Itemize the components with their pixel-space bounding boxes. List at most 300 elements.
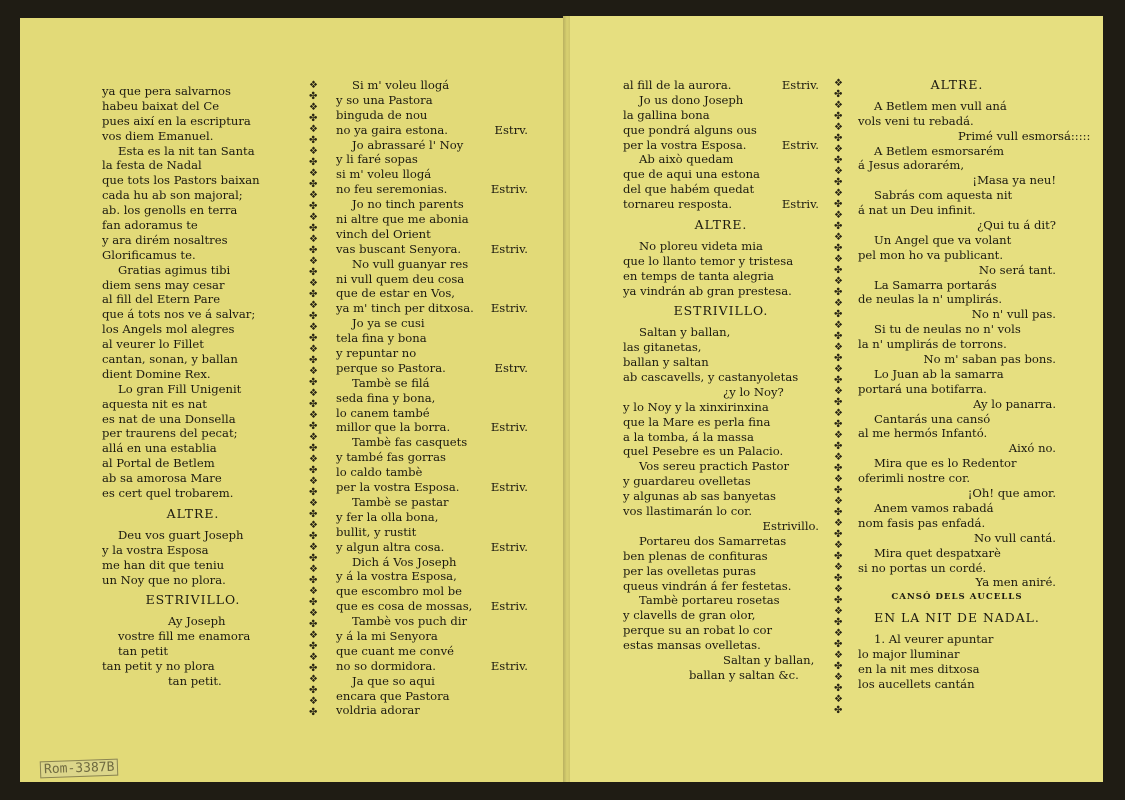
estribillo-marker: Estriv. (490, 480, 528, 495)
line-text: queus vindrán á fer festetas. (623, 578, 792, 593)
line-text: la n' umplirás de torrons. (858, 337, 1007, 352)
text-line (623, 355, 819, 370)
text-line (336, 93, 528, 108)
text-line (623, 385, 819, 400)
estribillo-marker: Estriv. (781, 137, 819, 152)
library-stamp: Rom-3387B (40, 759, 119, 779)
text-line (102, 573, 284, 588)
text-line (623, 593, 819, 608)
line-text: per traurens del pecat; (102, 426, 238, 441)
line-text: ESTRIVILLO. (145, 592, 241, 608)
column-4 (858, 72, 1091, 692)
text-line (623, 108, 819, 123)
text-line (102, 382, 284, 397)
line-text: Glorificamus te. (102, 247, 196, 262)
text-line (623, 182, 819, 197)
line-text: al veurer lo Fillet (102, 337, 204, 352)
line-text: al fill de la aurora. (623, 78, 732, 92)
line-text: lo major lluminar (858, 646, 960, 661)
line-text: y lo Noy y la xinxirinxina (623, 399, 769, 414)
line-text: á Jesus adorarém, (858, 158, 965, 173)
estribillo-marker: Estrv. (494, 360, 528, 375)
text-line (336, 272, 528, 287)
text-line (623, 167, 819, 182)
text-line (336, 465, 528, 480)
line-text: ALTRE. (694, 217, 748, 233)
text-line (858, 531, 1056, 546)
line-text: No m' saban pas bons. (923, 352, 1056, 367)
column-2 (336, 78, 528, 718)
line-text: pues així en la escriptura (102, 113, 251, 128)
text-line (336, 391, 528, 406)
text-line (336, 659, 528, 674)
line-text: y repuntar no (336, 346, 417, 361)
text-line (336, 167, 528, 182)
text-line (102, 486, 284, 501)
text-line (102, 367, 284, 382)
line-text: Ab això quedam (639, 152, 734, 167)
line-text: perque su an robat lo cor (623, 623, 773, 638)
column-3 (623, 78, 819, 683)
text-line (858, 307, 1056, 322)
column-1 (102, 84, 284, 689)
text-line (858, 128, 1091, 144)
line-text: que pondrá alguns ous (623, 122, 757, 137)
ornamental-divider-right: ❖ ✤ ❖ ✤ ❖ ✤ ❖ ✤ ❖ ✤ ❖ ✤ ❖ ✤ ❖ ✤ ❖ ✤ ❖ ✤ ❖ ✤ ❖ ✤ ❖ ✤ ❖ ✤ ❖ ✤ ❖ ✤ ❖ ✤ ❖ ✤ ❖ ✤ ❖ ✤ ❖ ✤ ❖ ✤ ❖ ✤ ❖ ✤ ❖ ✤ ❖ ✤ ❖ ✤ ❖ ✤ ❖ ✤ (834, 78, 843, 716)
text-line (858, 412, 1056, 427)
text-line (858, 647, 1056, 662)
line-text: habeu baixat del Ce (102, 98, 220, 113)
line-text: Primé vull esmorsá::::: (958, 128, 1091, 143)
text-line (102, 412, 284, 427)
text-line (858, 575, 1056, 590)
text-line (858, 561, 1056, 576)
line-text: La Samarra portarás (874, 277, 997, 292)
text-line (336, 197, 528, 212)
text-line (623, 239, 819, 254)
text-line (336, 331, 528, 346)
text-line (102, 674, 284, 689)
text-line (858, 486, 1056, 501)
text-line (858, 441, 1056, 456)
text-line (858, 218, 1056, 233)
line-text: y fer la olla bona, (336, 509, 439, 524)
text-line (336, 584, 528, 599)
line-text: Jo no tinch parents (352, 197, 464, 212)
line-text: tornareu resposta. (623, 197, 733, 212)
line-text: No vull guanyar res (352, 256, 469, 271)
text-line (623, 489, 819, 504)
line-text: que lo llanto temor y tristesa (623, 253, 794, 268)
line-text: Aixó no. (1008, 441, 1056, 456)
text-line (858, 203, 1056, 218)
line-text: binguda de nou (336, 107, 428, 122)
line-text: y so una Pastora (336, 92, 433, 107)
text-line (102, 144, 284, 159)
text-line (858, 158, 1056, 173)
text-line (623, 638, 819, 653)
text-line (336, 629, 528, 644)
line-text: per la vostra Esposa. (336, 480, 460, 495)
estribillo-marker: Estriv. (781, 78, 819, 92)
text-line (102, 218, 284, 233)
text-line (623, 444, 819, 459)
line-text: Lo Juan ab la samarra (874, 366, 1004, 381)
line-text: y ara dirém nosaltres (102, 232, 228, 247)
line-text: perque so Pastora. (336, 360, 446, 375)
text-line (102, 456, 284, 471)
estribillo-marker: Estrv. (494, 122, 528, 137)
line-text: Portareu dos Samarretas (639, 533, 787, 548)
line-text: voldria adorar (336, 703, 420, 718)
line-text: Cantarás una cansó (874, 411, 991, 426)
text-line (102, 233, 284, 248)
text-line (102, 84, 284, 99)
text-line (623, 400, 819, 415)
line-text: las gitanetas, (623, 340, 702, 355)
line-text: quel Pesebre es un Palacio. (623, 444, 784, 459)
line-text: per las ovelletas puras (623, 563, 756, 578)
text-line (102, 248, 284, 263)
line-text: aquesta nit es nat (102, 396, 207, 411)
text-line (336, 242, 528, 257)
text-line (102, 397, 284, 412)
text-line (336, 569, 528, 584)
text-line (623, 152, 819, 167)
line-text: de neulas la n' umplirás. (858, 292, 1003, 307)
text-line (336, 420, 528, 435)
line-text: Gratias agimus tibi (118, 262, 231, 277)
line-text: no so dormidora. (336, 658, 436, 673)
text-line (102, 471, 284, 486)
line-text: Ay lo panarra. (973, 396, 1056, 411)
line-text: que á tots nos ve á salvar; (102, 307, 256, 322)
text-line (336, 123, 528, 138)
line-text: ni altre que me abonia (336, 212, 469, 227)
text-line (858, 337, 1056, 352)
line-text: ¡Masa ya neu! (972, 173, 1056, 188)
line-text: vols veni tu rebadá. (858, 113, 974, 128)
text-line (336, 316, 528, 331)
line-text: ALTRE. (930, 77, 984, 92)
text-line (858, 188, 1056, 203)
text-line (623, 197, 819, 212)
line-text: ¿y lo Noy? (723, 384, 784, 399)
line-text: á nat un Deu infinit. (858, 203, 976, 218)
line-text: per la vostra Esposa. (623, 137, 747, 152)
text-line (102, 203, 284, 218)
estribillo-marker: Estriv. (490, 420, 528, 435)
line-text: que tots los Pastors baixan (102, 173, 260, 188)
line-text: Jo abrassaré l' Noy (352, 137, 464, 152)
text-line (336, 480, 528, 495)
text-line (102, 173, 284, 188)
text-line (623, 340, 819, 355)
text-line (858, 677, 1056, 692)
text-line (623, 459, 819, 474)
line-text: estas mansas ovelletas. (623, 638, 761, 653)
estribillo-marker: Estriv. (781, 197, 819, 212)
text-line (623, 269, 819, 284)
section-heading (102, 593, 284, 608)
text-line (336, 376, 528, 391)
text-line (623, 325, 819, 340)
text-line (336, 286, 528, 301)
line-text: que la Mare es perla fina (623, 414, 771, 429)
line-text: lo caldo tambè (336, 465, 423, 480)
text-line (102, 558, 284, 573)
line-text: vostre fill me enamora (118, 629, 251, 644)
line-text: ya vindrán ab gran prestesa. (623, 283, 792, 298)
text-line (336, 78, 528, 93)
text-line (623, 608, 819, 623)
text-line (336, 555, 528, 570)
line-text: dient Domine Rex. (102, 366, 211, 381)
text-line (858, 248, 1056, 263)
line-text: del que habém quedat (623, 182, 755, 197)
text-line (336, 182, 528, 197)
estribillo-marker: Estriv. (490, 658, 528, 673)
line-text: allá en una establia (102, 441, 217, 456)
line-text: Deu vos guart Joseph (118, 527, 244, 542)
text-line (102, 114, 284, 129)
text-line (336, 703, 528, 718)
text-line (336, 644, 528, 659)
line-text: Tambè se filá (352, 375, 430, 390)
text-line (102, 278, 284, 293)
text-line (336, 257, 528, 272)
text-line (858, 501, 1056, 516)
text-line (623, 284, 819, 299)
text-line (858, 144, 1056, 159)
line-text: fan adoramus te (102, 218, 198, 233)
text-line (336, 674, 528, 689)
text-line (102, 292, 284, 307)
line-text: Jo us dono Joseph (639, 92, 744, 107)
text-line (336, 138, 528, 153)
text-line (623, 415, 819, 430)
line-text: CANSÓ DELS AUCELLS (891, 592, 1023, 603)
text-line (623, 504, 819, 519)
text-line (336, 301, 528, 316)
text-line (858, 367, 1056, 382)
line-text: que es cosa de mossas, (336, 599, 473, 614)
text-line (102, 614, 284, 629)
line-text: que de estar en Vos, (336, 286, 455, 301)
line-text: ya m' tinch per ditxosa. (336, 301, 474, 316)
text-line (858, 99, 1056, 114)
text-line (623, 653, 819, 668)
text-line (336, 361, 528, 376)
line-text: y li faré sopas (336, 152, 418, 167)
text-line (102, 659, 284, 674)
text-line (102, 644, 284, 659)
line-text: Saltan y ballan, (723, 652, 815, 667)
line-text: en temps de tanta alegria (623, 268, 774, 283)
text-line (336, 495, 528, 510)
text-line (102, 528, 284, 543)
line-text: vinch del Orient (336, 226, 431, 241)
estribillo-marker: Estriv. (490, 539, 528, 554)
line-text: y clavells de gran olor, (623, 608, 756, 623)
line-text: Tambè vos puch dir (352, 614, 468, 629)
section-heading (102, 507, 284, 522)
line-text: Vos sereu practich Pastor (639, 459, 789, 474)
line-text: al me hermós Infantó. (858, 426, 988, 441)
line-text: Lo gran Fill Unigenit (118, 381, 242, 396)
line-text: pel mon ho va publicant. (858, 247, 1004, 262)
line-text: los aucellets cantán (858, 676, 975, 691)
text-line (858, 352, 1056, 367)
line-text: oferimli nostre cor. (858, 471, 971, 486)
section-heading (623, 304, 819, 319)
text-line (102, 322, 284, 337)
line-text: cantan, sonan, y ballan (102, 352, 238, 367)
line-text: y la vostra Esposa (102, 542, 209, 557)
text-line (623, 534, 819, 549)
line-text: Saltan y ballan, (639, 325, 731, 340)
ornamental-divider-left: ❖ ✤ ❖ ✤ ❖ ✤ ❖ ✤ ❖ ✤ ❖ ✤ ❖ ✤ ❖ ✤ ❖ ✤ ❖ ✤ ❖ ✤ ❖ ✤ ❖ ✤ ❖ ✤ ❖ ✤ ❖ ✤ ❖ ✤ ❖ ✤ ❖ ✤ ❖ ✤ ❖ ✤ ❖ ✤ ❖ ✤ ❖ ✤ ❖ ✤ ❖ ✤ ❖ ✤ ❖ ✤ ❖ ✤ (309, 80, 318, 718)
text-line (858, 426, 1056, 441)
line-text: al Portal de Betlem (102, 456, 215, 471)
text-line (102, 629, 284, 644)
line-text: Tambè fas casquets (352, 435, 468, 450)
line-text: nom fasis pas enfadá. (858, 515, 986, 530)
line-text: ¿Qui tu á dit? (977, 218, 1056, 233)
text-line (336, 510, 528, 525)
line-text: si m' voleu llogá (336, 167, 432, 182)
line-text: al fill del Etern Pare (102, 292, 221, 307)
section-heading (858, 611, 1056, 626)
text-line (623, 474, 819, 489)
line-text: A Betlem men vull aná (874, 98, 1007, 113)
estribillo-marker: Estriv. (490, 182, 528, 197)
text-line (336, 689, 528, 704)
text-line (336, 108, 528, 123)
line-text: ALTRE. (166, 505, 220, 521)
line-text: si no portas un cordé. (858, 560, 987, 575)
text-line (858, 516, 1056, 531)
text-line (623, 549, 819, 564)
line-text: No vull cantá. (973, 530, 1056, 545)
text-line (336, 435, 528, 450)
text-line (623, 519, 819, 534)
line-text: No será tant. (978, 262, 1056, 277)
line-text: Tambè portareu rosetas (639, 593, 780, 608)
text-line (623, 123, 819, 138)
line-text: Mira que es lo Redentor (874, 456, 1017, 471)
text-line (623, 668, 819, 683)
text-line (858, 456, 1056, 471)
line-text: 1. Al veurer apuntar (874, 632, 994, 647)
line-text: ben plenas de confituras (623, 548, 768, 563)
text-line (102, 352, 284, 367)
line-text: Ya men aniré. (975, 575, 1056, 590)
estribillo-marker: Estriv. (490, 241, 528, 256)
text-line (336, 212, 528, 227)
text-line (623, 254, 819, 269)
section-heading (858, 78, 1056, 93)
text-line (623, 78, 819, 93)
line-text: ab. los genolls en terra (102, 203, 238, 218)
line-text: seda fina y bona, (336, 390, 436, 405)
line-text: vos diem Emanuel. (102, 128, 214, 143)
text-line (623, 93, 819, 108)
text-line (102, 307, 284, 322)
text-line (858, 114, 1056, 129)
line-text: Si tu de neulas no n' vols (874, 322, 1021, 337)
line-text: y algun altra cosa. (336, 539, 445, 554)
line-text: ya que pera salvarnos (102, 84, 231, 98)
line-text: ¡Oh! que amor. (967, 486, 1056, 501)
line-text: y algunas ab sas banyetas (623, 489, 777, 504)
line-text: Ja que so aqui (352, 673, 435, 688)
line-text: diem sens may cesar (102, 277, 225, 292)
text-line (623, 579, 819, 594)
line-text: Un Angel que va volant (874, 232, 1012, 247)
line-text: No ploreu videta mia (639, 238, 763, 253)
text-line (336, 227, 528, 242)
text-line (336, 346, 528, 361)
line-text: Si m' voleu llogá (352, 78, 450, 92)
text-line (336, 406, 528, 421)
line-text: Anem vamos rabadá (874, 500, 994, 515)
line-text: Esta es la nit tan Santa (118, 143, 255, 158)
line-text: Mira quet despatxarè (874, 545, 1001, 560)
estribillo-marker: Estriv. (490, 599, 528, 614)
line-text: y guardareu ovelletas (623, 474, 751, 489)
text-line (858, 263, 1056, 278)
text-line (102, 188, 284, 203)
line-text: la festa de Nadal (102, 158, 202, 173)
line-text: un Noy que no plora. (102, 572, 226, 587)
line-text: tela fina y bona (336, 331, 427, 346)
line-text: en la nit mes ditxosa (858, 661, 980, 676)
text-line (623, 623, 819, 638)
text-line (858, 382, 1056, 397)
line-text: no feu seremonias. (336, 182, 448, 197)
text-line (336, 152, 528, 167)
text-line (623, 564, 819, 579)
text-line (623, 370, 819, 385)
text-line (102, 441, 284, 456)
line-text: ESTRIVILLO. (673, 303, 769, 319)
line-text: vas buscant Senyora. (336, 241, 462, 256)
line-text: ab sa amorosa Mare (102, 471, 222, 486)
text-line (858, 292, 1056, 307)
line-text: bullit, y rustit (336, 524, 417, 539)
line-text: la gallina bona (623, 107, 710, 122)
estribillo-marker: Estriv. (490, 301, 528, 316)
text-line (336, 599, 528, 614)
text-line (858, 322, 1056, 337)
line-text: EN LA NIT DE NADAL. (874, 610, 1040, 626)
line-text: vos llastimarán lo cor. (623, 504, 753, 519)
line-text: es cert quel trobarem. (102, 486, 234, 501)
line-text: que cuant me convé (336, 643, 455, 658)
line-text: tan petit (118, 644, 169, 659)
line-text: millor que la borra. (336, 420, 451, 435)
text-line (858, 233, 1056, 248)
line-text: a la tomba, á la massa (623, 429, 754, 444)
line-text: ni vull quem deu cosa (336, 271, 465, 286)
text-line (858, 632, 1056, 647)
line-text: y á la vostra Esposa, (336, 569, 457, 584)
text-line (623, 138, 819, 153)
text-line (102, 543, 284, 558)
line-text: que de aqui una estona (623, 167, 760, 182)
text-line (336, 614, 528, 629)
